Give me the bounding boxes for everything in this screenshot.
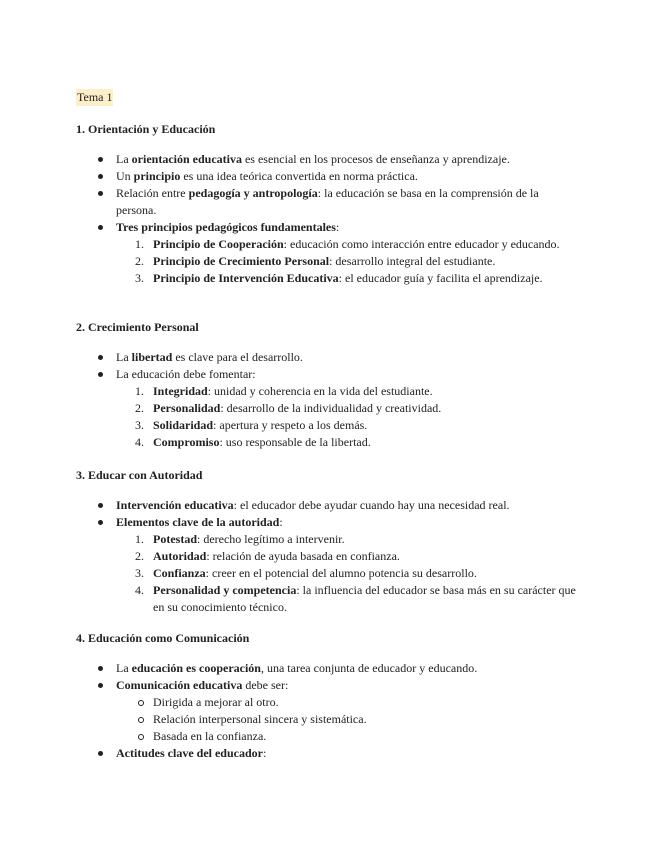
list-item: Solidaridad: apertura y respeto a los demás. [153, 418, 368, 432]
section-4-sublist [153, 694, 576, 745]
list-item: Relación interpersonal sincera y sistemática. [153, 711, 576, 728]
section-3-title: 3. Educar con Autoridad [76, 468, 203, 482]
section-2 [76, 319, 576, 451]
list-item: Integridad: unidad y coherencia en la vida del estudiante. [153, 384, 433, 398]
topic-tag: Tema 1 [77, 90, 113, 104]
list-item: Dirigida a mejorar al otro. [153, 694, 576, 711]
list-item: La educación debe fomentar: Integridad: unidad y coherencia en la vida del estudiante. Personalidad: desarrollo de la individualidad y creatividad. Solidaridad: apertura y respeto a los demás. Compromiso: uso responsable de la libertad. [76, 366, 576, 451]
list-item: Potestad: derecho legítimo a intervenir. [153, 532, 345, 546]
section-2-list [76, 349, 576, 451]
section-2-sublist [153, 383, 576, 451]
section-1 [76, 121, 576, 287]
list-item: Basada en la confianza. [153, 728, 576, 745]
section-4-title: 4. Educación como Comunicación [76, 631, 250, 645]
section-3-list [76, 497, 576, 616]
section-3-sublist [153, 531, 576, 616]
list-item: Autoridad: relación de ayuda basada en confianza. [153, 549, 400, 563]
list-item: Personalidad y competencia: la influencia del educador se basa más en su carácter que en su conocimiento técnico. [153, 583, 576, 614]
list-item: Comunicación educativa debe ser: Dirigida a mejorar al otro. Relación interpersonal sincera y sistemática. Basada en la confianza. [76, 677, 576, 745]
section-1-sublist [153, 236, 576, 287]
list-item: Confianza: creer en el potencial del alumno potencia su desarrollo. [153, 566, 477, 580]
list-item: Principio de Intervención Educativa: el educador guía y facilita el aprendizaje. [153, 271, 543, 285]
list-item: Tres principios pedagógicos fundamentales: Principio de Cooperación: educación como interacción entre educador y educando. Principio de Crecimiento Personal: desarrollo integral del estudiante. Principio de Intervención Educativa: el educador guía y facilita el aprendizaje. [76, 219, 576, 287]
list-item: Un principio es una idea teórica convertida en norma práctica. [76, 168, 576, 185]
section-1-title: 1. Orientación y Educación [76, 122, 216, 136]
list-item: Actitudes clave del educador: [76, 745, 576, 762]
list-item: Intervención educativa: el educador debe ayudar cuando hay una necesidad real. [76, 497, 576, 514]
list-item: La orientación educativa es esencial en los procesos de enseñanza y aprendizaje. [76, 151, 576, 168]
section-4 [76, 630, 576, 762]
list-item: La libertad es clave para el desarrollo. [76, 349, 576, 366]
section-2-title: 2. Crecimiento Personal [76, 320, 199, 334]
list-item: Personalidad: desarrollo de la individualidad y creatividad. [153, 401, 442, 415]
section-3 [76, 467, 576, 616]
list-item: Compromiso: uso responsable de la libertad. [153, 435, 371, 449]
section-4-list [76, 660, 576, 762]
list-item: Principio de Cooperación: educación como interacción entre educador y educando. [153, 237, 560, 251]
list-item: Relación entre pedagogía y antropología: la educación se basa en la comprensión de la persona. [76, 185, 576, 219]
list-item: La educación es cooperación, una tarea conjunta de educador y educando. [76, 660, 576, 677]
section-1-list [76, 151, 576, 287]
list-item: Elementos clave de la autoridad: Potestad: derecho legítimo a intervenir. Autoridad: relación de ayuda basada en confianza. Confianza: creer en el potencial del alumno potencia su desarrollo. Personalidad y competencia: la influencia del educador se basa más en su carácter que en su conocimiento técnico. [76, 514, 576, 616]
list-item: Principio de Crecimiento Personal: desarrollo integral del estudiante. [153, 254, 496, 268]
